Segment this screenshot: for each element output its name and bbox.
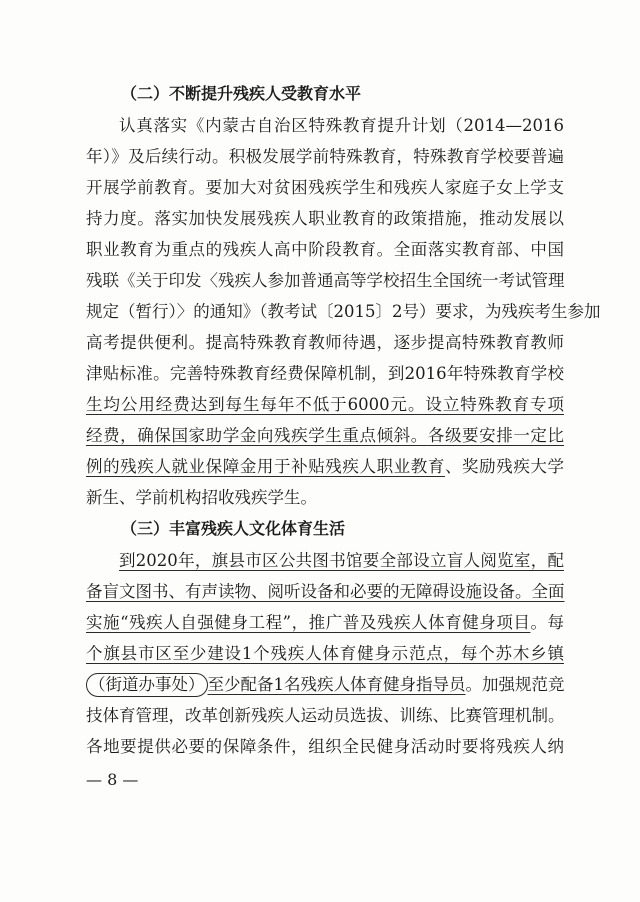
underlined-text: 例的残疾人就业保障金用于补贴残疾人职业教育 — [86, 457, 445, 476]
paragraph-text: 。加强规范竞 — [465, 675, 565, 694]
paragraph-line — [86, 545, 564, 576]
page-number: — 8 — — [86, 770, 139, 789]
paragraph-line — [86, 607, 564, 638]
paragraph-text: 、奖励残疾大学 — [444, 457, 565, 476]
paragraph-line — [86, 669, 564, 700]
underlined-text: 个旗县市区至少建设1个残疾人体育健身示范点，每个苏木乡镇 — [86, 644, 564, 663]
paragraph-line: 高考提供便利。提高特殊教育教师待遇，逐步提高特殊教育教师 — [86, 333, 564, 352]
document-body — [86, 78, 601, 762]
paragraph-line — [86, 451, 564, 482]
paragraph-line: 认真落实《内蒙古自治区特殊教育提升计划（2014—2016 — [119, 116, 564, 135]
underlined-text: 实施“残疾人自强健身工程”，推广普及残疾人体育健身项目 — [86, 613, 531, 632]
paragraph-line: 职业教育为重点的残疾人高中阶段教育。全面落实教育部、中国 — [86, 240, 564, 259]
section-heading-2: （二）不断提升残疾人受教育水平 — [121, 84, 362, 103]
section-heading-3: （三）丰富残疾人文化体育生活 — [121, 519, 346, 538]
underlined-text: 各级要安排一定比 — [427, 426, 565, 445]
circled-text: （街道办事处） — [86, 673, 208, 697]
paragraph-line: 技体育管理，改革创新残疾人运动员选拔、训练、比赛管理机制。 — [86, 706, 565, 725]
paragraph-line: 规定（暂行）〉的通知》（教考试〔2015〕2号）要求，为残疾考生参加 — [86, 302, 601, 321]
paragraph-line: 年）》及后续行动。积极发展学前特殊教育，特殊教育学校要普遍 — [86, 147, 564, 166]
paragraph-line: 残联《关于印发〈残疾人参加普通高等学校招生全国统一考试管理 — [86, 271, 565, 290]
paragraph-line: 开展学前教育。要加大对贫困残疾学生和残疾人家庭子女上学支 — [86, 178, 564, 197]
paragraph-line: 津贴标准。完善特殊教育经费保障机制，到2016年特殊教育学校 — [86, 364, 564, 383]
paragraph-line: 新生、学前机构招收残疾学生。 — [86, 488, 317, 507]
paragraph-text: 。每 — [530, 613, 564, 632]
underlined-text: 备盲文图书、有声读物、阅听设备和必要的无障碍设施设备。全面 — [86, 582, 565, 601]
paragraph-line — [86, 576, 564, 607]
paragraph-line: 持力度。落实加快发展残疾人职业教育的政策措施，推动发展以 — [86, 209, 564, 228]
paragraph-line — [86, 638, 564, 669]
paragraph-line — [86, 389, 564, 420]
underlined-text: 经费，确保国家助学金向残疾学生重点倾斜。 — [86, 426, 428, 445]
underlined-text: 到2020年，旗县市区公共图书馆要全部设立盲人阅览室，配 — [119, 551, 564, 570]
paragraph-line: 各地要提供必要的保障条件，组织全民健身活动时要将残疾人纳 — [86, 737, 564, 756]
underlined-text: 至少配备1名残疾人体育健身指导员 — [207, 675, 466, 694]
paragraph-line — [86, 420, 564, 451]
underlined-text: 生均公用经费达到每生每年不低于6000元。设立特殊教育专项 — [86, 395, 564, 414]
